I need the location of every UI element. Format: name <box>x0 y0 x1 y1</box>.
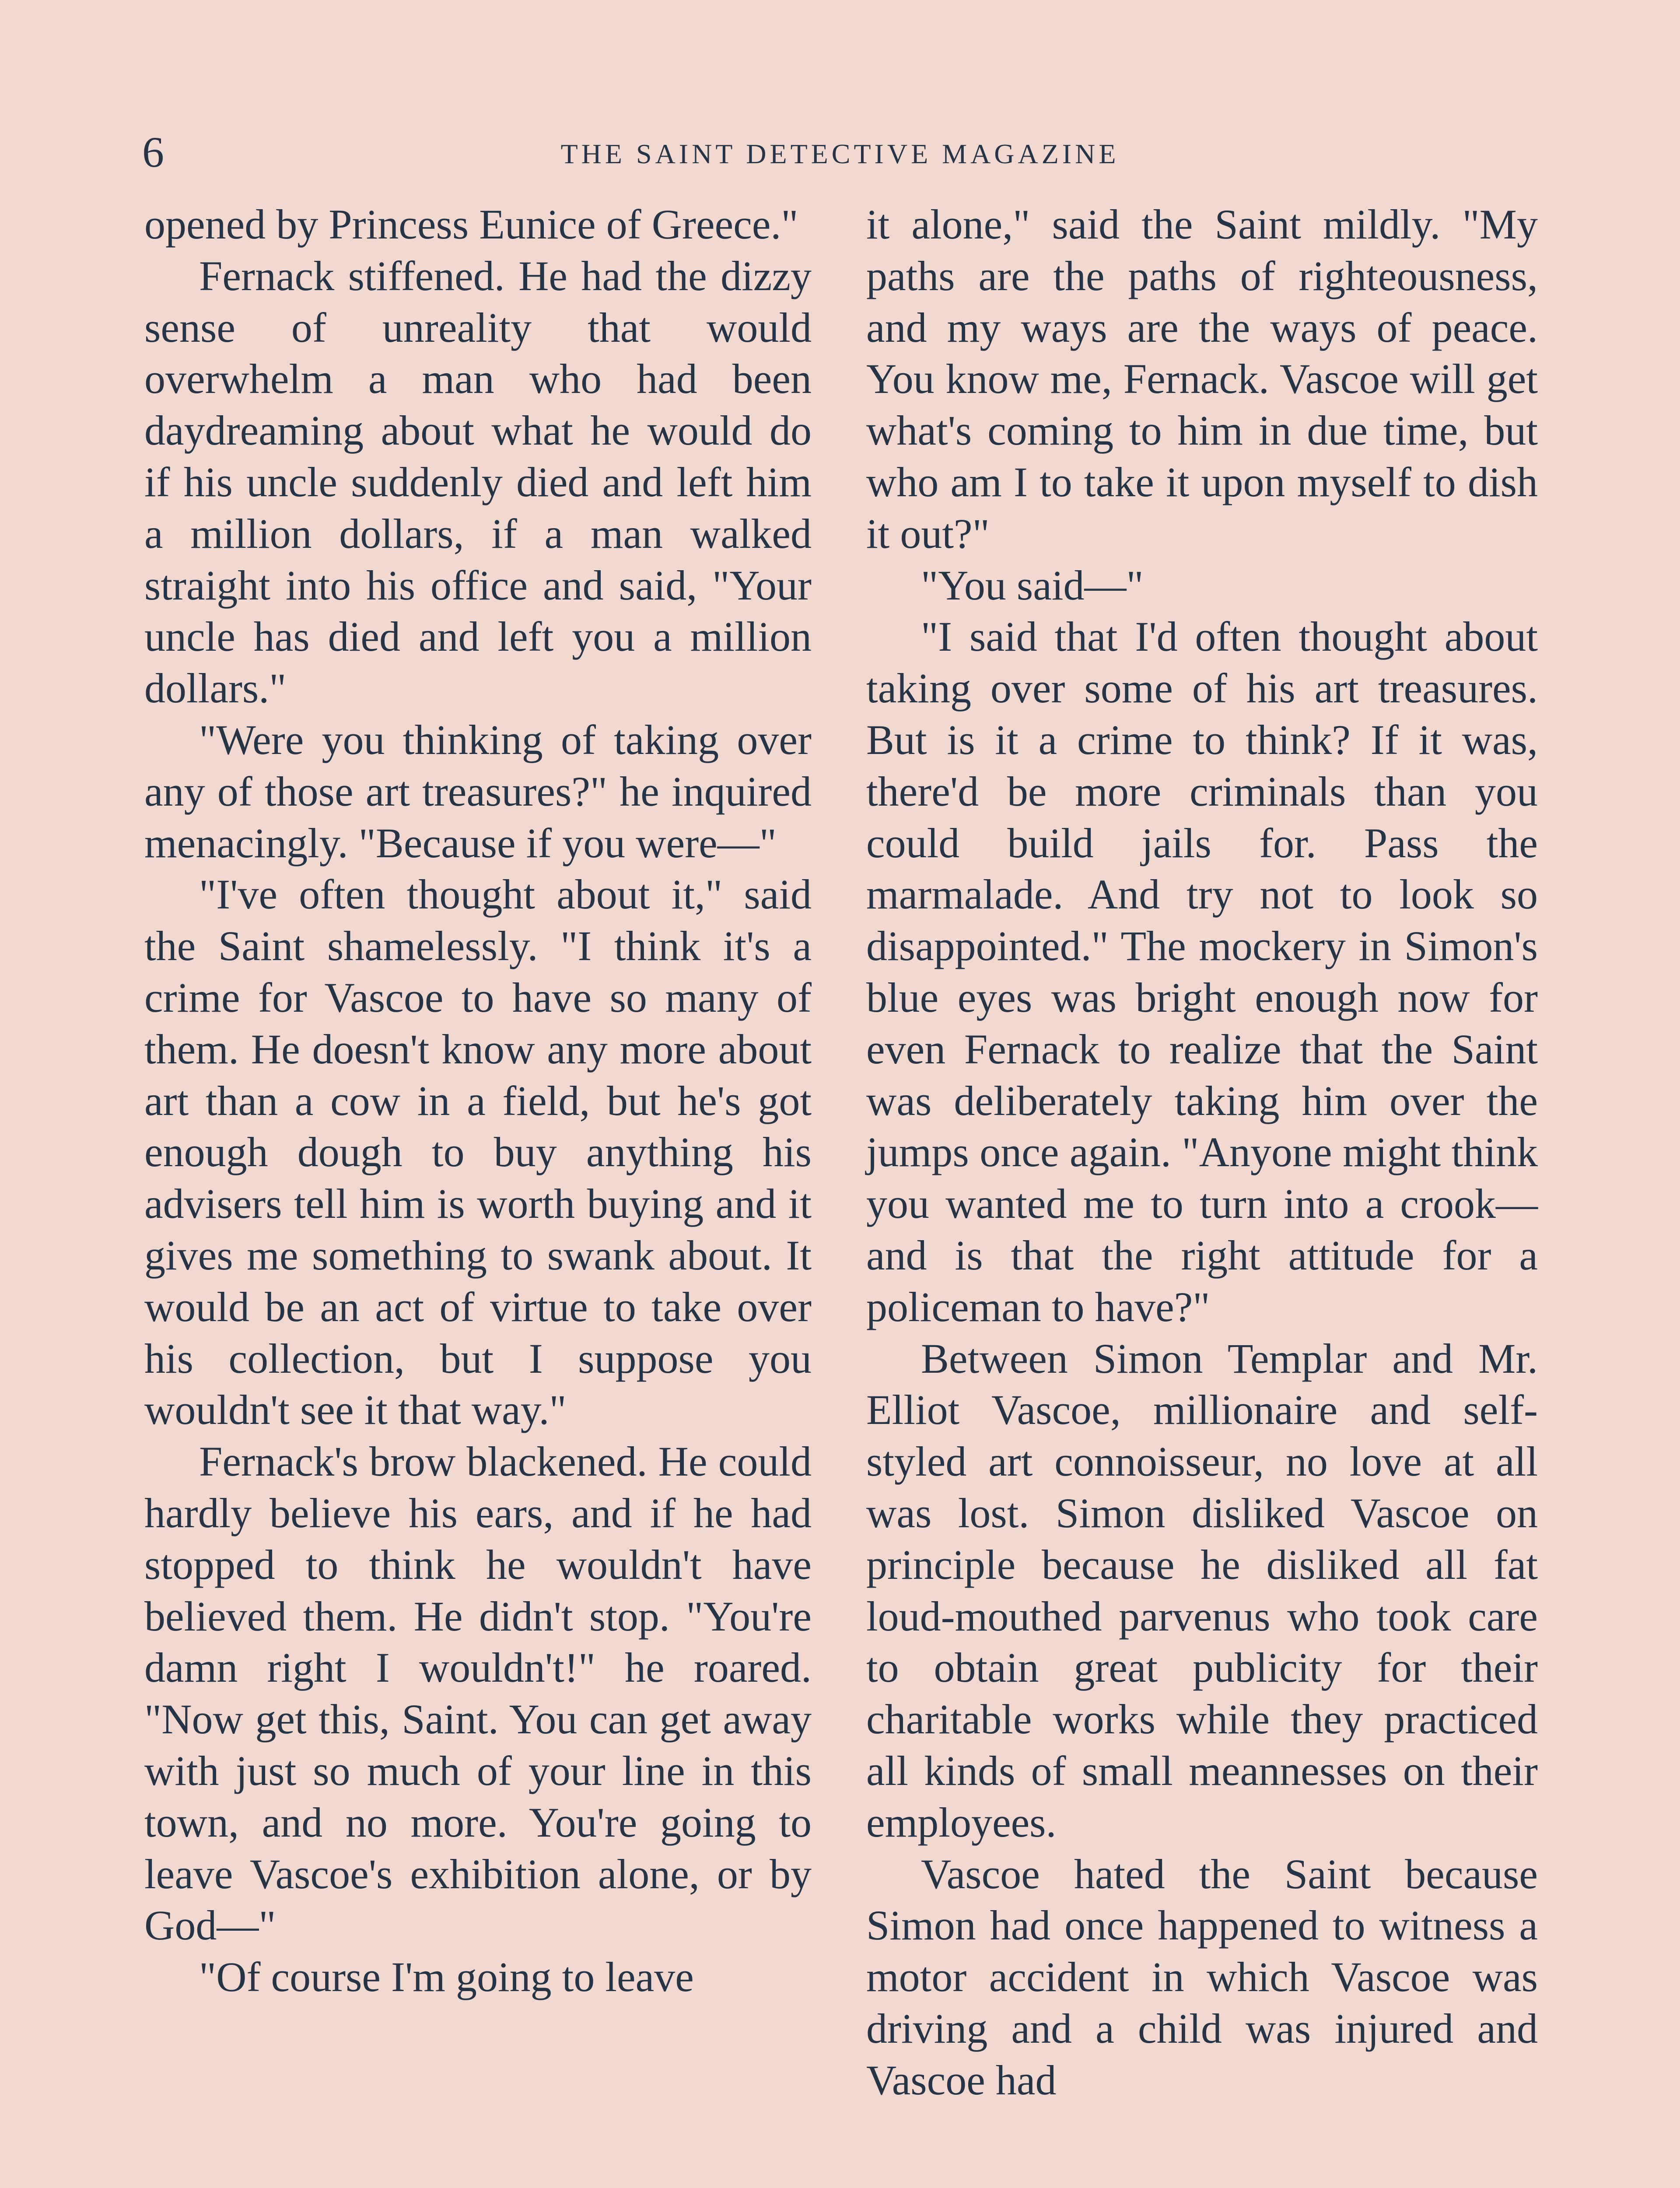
left-column <box>144 199 812 2003</box>
paragraph: Vascoe hated the Saint because Simon had once happened to witness a motor accident in which Vascoe was driving and a child was injured and Vascoe had <box>866 1850 1538 2104</box>
running-head: THE SAINT DETECTIVE MAGAZINE <box>560 138 1120 169</box>
paragraph: Fernack's brow blackened. He could hardly believe his ears, and if he had stopped to think he wouldn't have believed them. He didn't stop. "You're damn right I wouldn't!" he roared. "Now get this, Saint. You can get away with just so much of your line in this town, and no more. You're going to leave Vascoe's exhibition alone, or by God—" <box>144 1438 812 1949</box>
paragraph: "I said that I'd often thought about taking over some of his art treasures. But is it a crime to think? If it was, there'd be more criminals than you could build jails for. Pass the marmalade. And try not to look so disappointed." The mockery in Simon's blue eyes was bright enough now for even Fernack to realize that the Saint was deliberately taking him over the jumps once again. "Anyone might think you wanted me to turn into a crook—and is that the right attitude for a policeman to have?" <box>866 613 1538 1330</box>
paragraph: opened by Princess Eunice of Greece." <box>144 201 798 248</box>
page-header <box>0 126 1680 179</box>
paragraph: Fernack stiffened. He had the dizzy sense of unreality that would overwhelm a man who had been daydreaming about what he would do if his uncle suddenly died and left him a million dollars, if a man walked straight into his office and said, "Your uncle has died and left you a million dollars." <box>144 252 812 712</box>
page-number: 6 <box>142 128 164 176</box>
paragraph: it alone," said the Saint mildly. "My paths are the paths of righteousness, and my ways are the ways of peace. You know me, Fernack. Vascoe will get what's coming to him in due time, but who am I to take it upon myself to dish it out?" <box>866 201 1538 557</box>
paragraph: Between Simon Templar and Mr. Elliot Vascoe, millionaire and self-styled art connoisseur, no love at all was lost. Simon disliked Vascoe on principle because he disliked all fat loud-mouthed parvenus who took care to obtain great publicity for their charitable works while they practiced all kinds of small meannesses on their employees. <box>866 1335 1538 1846</box>
paragraph: "You said—" <box>921 561 1144 609</box>
paragraph: "I've often thought about it," said the Saint shamelessly. "I think it's a crime for Vascoe to have so many of them. He doesn't know any more about art than a cow in a field, but he's got enough dough to buy anything his advisers tell him is worth buying and it gives me something to swank about. It would be an act of virtue to take over his collection, but I suppose you wouldn't see it that way." <box>144 871 812 1434</box>
paragraph: "Of course I'm going to leave <box>199 1953 694 2001</box>
right-column <box>866 199 1538 2106</box>
paragraph: "Were you thinking of taking over any of those art treasures?" he inquired menacingly. "Because if you were—" <box>144 716 812 866</box>
